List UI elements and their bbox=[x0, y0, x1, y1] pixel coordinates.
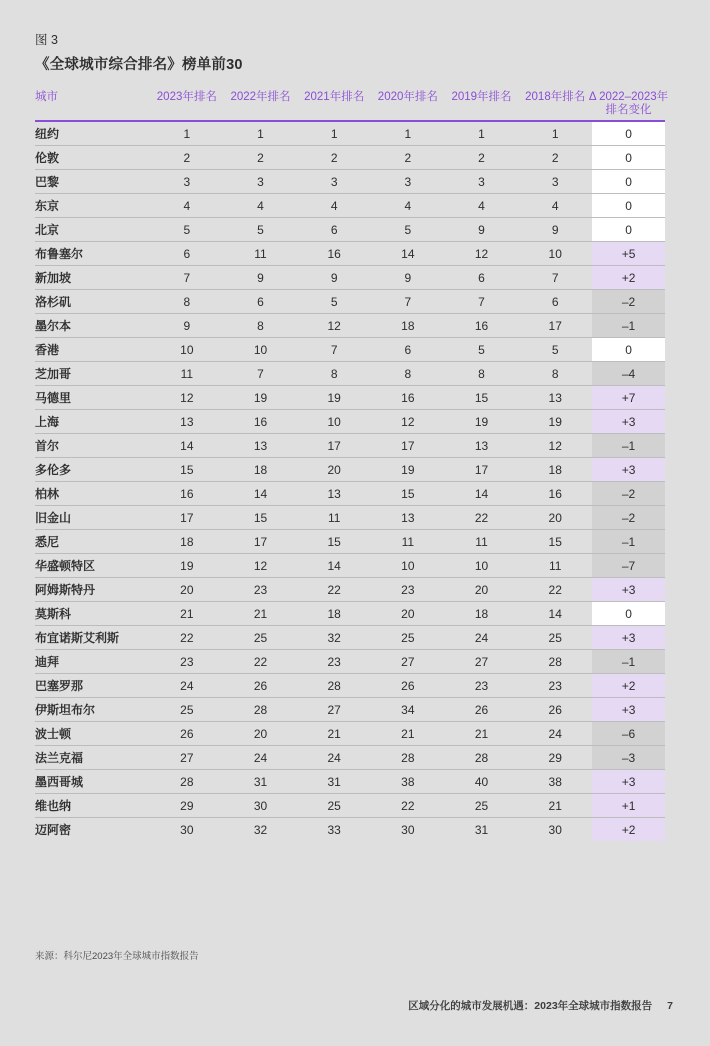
delta-cell: –3 bbox=[592, 746, 665, 769]
rank-cell: 27 bbox=[180, 750, 194, 765]
rank-cell: 20 bbox=[253, 726, 268, 741]
rank-cell: 2 bbox=[257, 150, 264, 165]
city-cell: 香港 bbox=[35, 343, 60, 357]
delta-cell: +3 bbox=[592, 578, 665, 601]
rank-cell: 19 bbox=[327, 390, 341, 405]
rank-cell: 1 bbox=[404, 126, 412, 141]
rank-cell: 2 bbox=[478, 150, 485, 165]
rank-cell: 23 bbox=[474, 678, 489, 693]
table-row bbox=[35, 146, 665, 170]
rank-cell: 2 bbox=[551, 150, 559, 165]
city-cell: 首尔 bbox=[35, 439, 60, 453]
rank-cell: 12 bbox=[401, 414, 415, 429]
delta-cell: +1 bbox=[592, 794, 665, 817]
column-header-rank-2020: 2020年排名 bbox=[377, 91, 438, 103]
rank-cell: 10 bbox=[548, 246, 562, 261]
rank-cell: 15 bbox=[253, 510, 268, 525]
rank-cell: 19 bbox=[253, 390, 268, 405]
rank-cell: 12 bbox=[180, 390, 194, 405]
rank-cell: 10 bbox=[401, 558, 415, 573]
city-cell: 巴黎 bbox=[35, 175, 60, 189]
rank-cell: 7 bbox=[183, 270, 191, 285]
rank-cell: 9 bbox=[551, 222, 559, 237]
column-header-rank-2021: 2021年排名 bbox=[304, 91, 365, 103]
delta-cell: +2 bbox=[592, 266, 665, 289]
delta-cell: +2 bbox=[592, 674, 665, 697]
rank-cell: 11 bbox=[327, 510, 341, 525]
figure-label: 图 3 bbox=[35, 33, 58, 47]
rank-cell: 17 bbox=[474, 462, 489, 477]
table-row bbox=[35, 578, 665, 602]
rank-cell: 15 bbox=[548, 534, 562, 549]
table-row bbox=[35, 770, 665, 794]
rank-cell: 8 bbox=[478, 366, 485, 381]
rank-cell: 13 bbox=[253, 438, 268, 453]
rank-cell: 25 bbox=[401, 630, 415, 645]
rank-cell: 17 bbox=[548, 318, 562, 333]
rank-cell: 11 bbox=[548, 558, 562, 573]
rank-cell: 12 bbox=[327, 318, 341, 333]
column-header-rank-2018: 2018年排名 bbox=[525, 91, 586, 103]
rank-cell: 12 bbox=[548, 438, 562, 453]
rank-cell: 20 bbox=[180, 582, 194, 597]
rank-cell: 10 bbox=[327, 414, 341, 429]
rank-cell: 11 bbox=[254, 246, 267, 261]
rank-cell: 22 bbox=[401, 798, 415, 813]
rank-cell: 1 bbox=[257, 126, 264, 141]
rank-cell: 7 bbox=[257, 366, 264, 381]
rank-cell: 24 bbox=[548, 726, 562, 741]
footer-report-title: 区域分化的城市发展机遇：2023年全球城市指数报告 bbox=[408, 1000, 653, 1012]
rank-cell: 9 bbox=[404, 270, 412, 285]
rank-cell: 5 bbox=[404, 222, 412, 237]
table-row bbox=[35, 794, 665, 818]
rank-cell: 25 bbox=[474, 798, 489, 813]
rank-cell: 31 bbox=[327, 774, 341, 789]
rank-cell: 3 bbox=[257, 174, 264, 189]
table-row bbox=[35, 266, 665, 290]
rank-cell: 3 bbox=[478, 174, 485, 189]
table-row bbox=[35, 458, 665, 482]
rank-cell: 25 bbox=[253, 630, 268, 645]
ranking-table bbox=[35, 91, 669, 841]
rank-cell: 7 bbox=[551, 270, 559, 285]
rank-cell: 14 bbox=[253, 486, 268, 501]
delta-cell: –2 bbox=[592, 482, 665, 505]
rank-cell: 15 bbox=[474, 390, 489, 405]
rank-cell: 25 bbox=[327, 798, 341, 813]
rank-cell: 18 bbox=[401, 318, 415, 333]
table-row bbox=[35, 314, 665, 338]
city-cell: 新加坡 bbox=[35, 271, 72, 285]
rank-cell: 22 bbox=[548, 582, 562, 597]
table-header-row bbox=[35, 91, 669, 122]
city-cell: 上海 bbox=[35, 415, 60, 429]
rank-cell: 16 bbox=[548, 486, 562, 501]
rank-cell: 30 bbox=[253, 798, 268, 813]
rank-cell: 28 bbox=[253, 702, 268, 717]
rank-cell: 20 bbox=[327, 462, 341, 477]
rank-cell: 9 bbox=[257, 270, 264, 285]
rank-cell: 23 bbox=[253, 582, 268, 597]
rank-cell: 1 bbox=[551, 126, 559, 141]
table-row bbox=[35, 698, 665, 722]
rank-cell: 24 bbox=[253, 750, 268, 765]
rank-cell: 24 bbox=[180, 678, 194, 693]
rank-cell: 23 bbox=[180, 654, 194, 669]
city-cell: 马德里 bbox=[35, 391, 72, 405]
table-row bbox=[35, 218, 665, 242]
delta-cell: +7 bbox=[592, 386, 665, 409]
rank-cell: 6 bbox=[330, 222, 338, 237]
table-row bbox=[35, 530, 665, 554]
rank-cell: 4 bbox=[551, 198, 559, 213]
city-cell: 柏林 bbox=[35, 487, 60, 501]
city-cell: 维也纳 bbox=[35, 799, 72, 813]
rank-cell: 10 bbox=[474, 558, 489, 573]
rank-cell: 1 bbox=[330, 126, 338, 141]
rank-cell: 22 bbox=[474, 510, 489, 525]
rank-cell: 25 bbox=[180, 702, 194, 717]
delta-cell: –2 bbox=[592, 290, 665, 313]
rank-cell: 6 bbox=[551, 294, 559, 309]
city-cell: 布鲁塞尔 bbox=[35, 247, 84, 261]
rank-cell: 8 bbox=[551, 366, 559, 381]
table-row bbox=[35, 170, 665, 194]
city-cell: 洛杉矶 bbox=[35, 295, 72, 309]
rank-cell: 13 bbox=[401, 510, 415, 525]
rank-cell: 33 bbox=[327, 822, 341, 837]
rank-cell: 7 bbox=[330, 342, 338, 357]
footer-page-number: 7 bbox=[667, 1000, 673, 1012]
delta-cell: –7 bbox=[592, 554, 665, 577]
rank-cell: 26 bbox=[401, 678, 415, 693]
table-row bbox=[35, 410, 665, 434]
rank-cell: 6 bbox=[257, 294, 264, 309]
table-row bbox=[35, 626, 665, 650]
city-cell: 阿姆斯特丹 bbox=[35, 583, 96, 597]
city-cell: 北京 bbox=[35, 223, 60, 237]
delta-cell: 0 bbox=[592, 122, 665, 145]
table-row bbox=[35, 482, 665, 506]
rank-cell: 7 bbox=[478, 294, 485, 309]
rank-cell: 6 bbox=[404, 342, 412, 357]
rank-cell: 10 bbox=[253, 342, 268, 357]
city-cell: 伊斯坦布尔 bbox=[35, 703, 96, 717]
rank-cell: 28 bbox=[401, 750, 415, 765]
rank-cell: 16 bbox=[474, 318, 489, 333]
table-body bbox=[35, 122, 665, 841]
table-row bbox=[35, 194, 665, 218]
table-row bbox=[35, 242, 665, 266]
rank-cell: 12 bbox=[474, 246, 489, 261]
city-cell: 华盛顿特区 bbox=[35, 559, 96, 573]
table-row bbox=[35, 746, 665, 770]
rank-cell: 9 bbox=[330, 270, 338, 285]
rank-cell: 26 bbox=[548, 702, 562, 717]
rank-cell: 32 bbox=[327, 630, 341, 645]
page-title: 《全球城市综合排名》榜单前30 bbox=[35, 57, 243, 73]
rank-cell: 14 bbox=[401, 246, 415, 261]
rank-cell: 10 bbox=[180, 342, 194, 357]
rank-cell: 28 bbox=[474, 750, 489, 765]
column-header-rank-2019: 2019年排名 bbox=[451, 91, 512, 103]
rank-cell: 17 bbox=[401, 438, 415, 453]
rank-cell: 5 bbox=[257, 222, 264, 237]
city-cell: 迪拜 bbox=[35, 655, 60, 669]
delta-cell: +5 bbox=[592, 242, 665, 265]
rank-cell: 9 bbox=[183, 318, 191, 333]
city-cell: 布宜诺斯艾利斯 bbox=[35, 631, 120, 645]
table-row bbox=[35, 362, 665, 386]
rank-cell: 21 bbox=[548, 798, 562, 813]
rank-cell: 18 bbox=[474, 606, 489, 621]
rank-cell: 25 bbox=[548, 630, 562, 645]
rank-cell: 20 bbox=[474, 582, 489, 597]
city-cell: 东京 bbox=[35, 199, 60, 213]
page-footer bbox=[408, 998, 673, 1013]
rank-cell: 24 bbox=[327, 750, 341, 765]
city-cell: 悉尼 bbox=[35, 535, 60, 549]
rank-cell: 21 bbox=[474, 726, 489, 741]
rank-cell: 8 bbox=[183, 294, 191, 309]
rank-cell: 5 bbox=[478, 342, 485, 357]
rank-cell: 22 bbox=[327, 582, 341, 597]
rank-cell: 3 bbox=[183, 174, 191, 189]
delta-cell: 0 bbox=[592, 338, 665, 361]
rank-cell: 23 bbox=[327, 654, 341, 669]
rank-cell: 15 bbox=[401, 486, 415, 501]
delta-cell: 0 bbox=[592, 146, 665, 169]
rank-cell: 38 bbox=[401, 774, 415, 789]
city-cell: 多伦多 bbox=[35, 463, 72, 477]
delta-cell: +3 bbox=[592, 770, 665, 793]
rank-cell: 5 bbox=[183, 222, 191, 237]
rank-cell: 5 bbox=[551, 342, 559, 357]
source-note: 来源：科尔尼2023年全球城市指数报告 bbox=[35, 951, 199, 962]
city-cell: 法兰克福 bbox=[35, 751, 84, 765]
rank-cell: 13 bbox=[474, 438, 489, 453]
rank-cell: 21 bbox=[253, 606, 268, 621]
rank-cell: 11 bbox=[475, 534, 488, 549]
delta-cell: +3 bbox=[592, 458, 665, 481]
table-row bbox=[35, 122, 665, 146]
rank-cell: 23 bbox=[401, 582, 415, 597]
delta-cell: +3 bbox=[592, 410, 665, 433]
delta-cell: –1 bbox=[592, 434, 665, 457]
rank-cell: 19 bbox=[180, 558, 194, 573]
delta-cell: +3 bbox=[592, 626, 665, 649]
rank-cell: 4 bbox=[257, 198, 264, 213]
rank-cell: 27 bbox=[474, 654, 489, 669]
rank-cell: 9 bbox=[478, 222, 485, 237]
table-row bbox=[35, 290, 665, 314]
rank-cell: 6 bbox=[478, 270, 485, 285]
rank-cell: 4 bbox=[183, 198, 191, 213]
rank-cell: 2 bbox=[330, 150, 338, 165]
table-row bbox=[35, 650, 665, 674]
rank-cell: 2 bbox=[183, 150, 191, 165]
table-row bbox=[35, 602, 665, 626]
rank-cell: 8 bbox=[257, 318, 264, 333]
rank-cell: 15 bbox=[327, 534, 341, 549]
city-cell: 莫斯科 bbox=[35, 607, 72, 621]
table-row bbox=[35, 722, 665, 746]
column-header-delta-line2: 排名变化 bbox=[605, 104, 652, 116]
rank-cell: 4 bbox=[478, 198, 485, 213]
rank-cell: 13 bbox=[548, 390, 562, 405]
rank-cell: 26 bbox=[253, 678, 268, 693]
rank-cell: 21 bbox=[327, 726, 341, 741]
delta-cell: –1 bbox=[592, 530, 665, 553]
rank-cell: 16 bbox=[327, 246, 341, 261]
rank-cell: 28 bbox=[327, 678, 341, 693]
rank-cell: 34 bbox=[401, 702, 415, 717]
table-row bbox=[35, 386, 665, 410]
city-cell: 墨尔本 bbox=[35, 319, 72, 333]
rank-cell: 26 bbox=[180, 726, 194, 741]
delta-cell: 0 bbox=[592, 602, 665, 625]
rank-cell: 1 bbox=[183, 126, 191, 141]
rank-cell: 29 bbox=[180, 798, 194, 813]
rank-cell: 24 bbox=[474, 630, 489, 645]
rank-cell: 4 bbox=[330, 198, 338, 213]
rank-cell: 3 bbox=[330, 174, 338, 189]
rank-cell: 19 bbox=[401, 462, 415, 477]
rank-cell: 27 bbox=[401, 654, 415, 669]
city-cell: 波士顿 bbox=[35, 727, 72, 741]
rank-cell: 21 bbox=[401, 726, 415, 741]
rank-cell: 30 bbox=[548, 822, 562, 837]
rank-cell: 14 bbox=[474, 486, 489, 501]
city-cell: 墨西哥城 bbox=[35, 775, 84, 789]
city-cell: 芝加哥 bbox=[35, 367, 72, 381]
rank-cell: 14 bbox=[548, 606, 562, 621]
city-cell: 迈阿密 bbox=[35, 823, 72, 837]
rank-cell: 5 bbox=[330, 294, 338, 309]
delta-cell: –4 bbox=[592, 362, 665, 385]
rank-cell: 11 bbox=[401, 534, 415, 549]
rank-cell: 22 bbox=[180, 630, 194, 645]
rank-cell: 17 bbox=[180, 510, 194, 525]
table-row bbox=[35, 554, 665, 578]
rank-cell: 2 bbox=[404, 150, 412, 165]
rank-cell: 18 bbox=[548, 462, 562, 477]
delta-cell: 0 bbox=[592, 218, 665, 241]
city-cell: 巴塞罗那 bbox=[35, 679, 84, 693]
rank-cell: 31 bbox=[253, 774, 268, 789]
rank-cell: 17 bbox=[327, 438, 341, 453]
rank-cell: 16 bbox=[401, 390, 415, 405]
rank-cell: 30 bbox=[401, 822, 415, 837]
rank-cell: 14 bbox=[327, 558, 341, 573]
rank-cell: 32 bbox=[253, 822, 268, 837]
table-row bbox=[35, 338, 665, 362]
rank-cell: 29 bbox=[548, 750, 562, 765]
city-cell: 旧金山 bbox=[35, 511, 72, 525]
table-row bbox=[35, 434, 665, 458]
rank-cell: 26 bbox=[474, 702, 489, 717]
rank-cell: 3 bbox=[404, 174, 412, 189]
table-row bbox=[35, 674, 665, 698]
rank-cell: 8 bbox=[404, 366, 412, 381]
rank-cell: 23 bbox=[548, 678, 562, 693]
delta-cell: +3 bbox=[592, 698, 665, 721]
rank-cell: 13 bbox=[180, 414, 194, 429]
delta-cell: –1 bbox=[592, 650, 665, 673]
rank-cell: 7 bbox=[404, 294, 412, 309]
column-header-rank-2023: 2023年排名 bbox=[156, 91, 217, 103]
rank-cell: 14 bbox=[180, 438, 194, 453]
city-cell: 纽约 bbox=[35, 127, 60, 141]
rank-cell: 20 bbox=[401, 606, 415, 621]
rank-cell: 4 bbox=[404, 198, 412, 213]
rank-cell: 1 bbox=[478, 126, 485, 141]
column-header-city: 城市 bbox=[35, 91, 58, 103]
city-cell: 伦敦 bbox=[35, 151, 60, 165]
column-header-delta bbox=[588, 91, 669, 117]
rank-cell: 17 bbox=[253, 534, 268, 549]
delta-cell: 0 bbox=[592, 170, 665, 193]
rank-cell: 22 bbox=[253, 654, 268, 669]
table-row bbox=[35, 818, 665, 841]
table-row bbox=[35, 506, 665, 530]
rank-cell: 27 bbox=[327, 702, 341, 717]
delta-cell: –1 bbox=[592, 314, 665, 337]
delta-cell: 0 bbox=[592, 194, 665, 217]
rank-cell: 15 bbox=[180, 462, 194, 477]
rank-cell: 11 bbox=[180, 366, 194, 381]
rank-cell: 30 bbox=[180, 822, 194, 837]
rank-cell: 18 bbox=[180, 534, 194, 549]
rank-cell: 28 bbox=[180, 774, 194, 789]
rank-cell: 12 bbox=[253, 558, 268, 573]
rank-cell: 20 bbox=[548, 510, 562, 525]
delta-cell: –2 bbox=[592, 506, 665, 529]
rank-cell: 38 bbox=[548, 774, 562, 789]
rank-cell: 3 bbox=[551, 174, 559, 189]
rank-cell: 19 bbox=[474, 414, 489, 429]
rank-cell: 40 bbox=[474, 774, 489, 789]
rank-cell: 16 bbox=[253, 414, 268, 429]
rank-cell: 8 bbox=[330, 366, 338, 381]
rank-cell: 31 bbox=[474, 822, 489, 837]
rank-cell: 18 bbox=[327, 606, 341, 621]
rank-cell: 21 bbox=[180, 606, 194, 621]
rank-cell: 28 bbox=[548, 654, 562, 669]
rank-cell: 19 bbox=[548, 414, 562, 429]
delta-cell: –6 bbox=[592, 722, 665, 745]
rank-cell: 13 bbox=[327, 486, 341, 501]
rank-cell: 6 bbox=[183, 246, 191, 261]
column-header-delta-line1: Δ 2022–2023年 bbox=[588, 91, 669, 103]
delta-cell: +2 bbox=[592, 818, 665, 841]
column-header-rank-2022: 2022年排名 bbox=[230, 91, 291, 103]
rank-cell: 18 bbox=[253, 462, 268, 477]
rank-cell: 16 bbox=[180, 486, 194, 501]
